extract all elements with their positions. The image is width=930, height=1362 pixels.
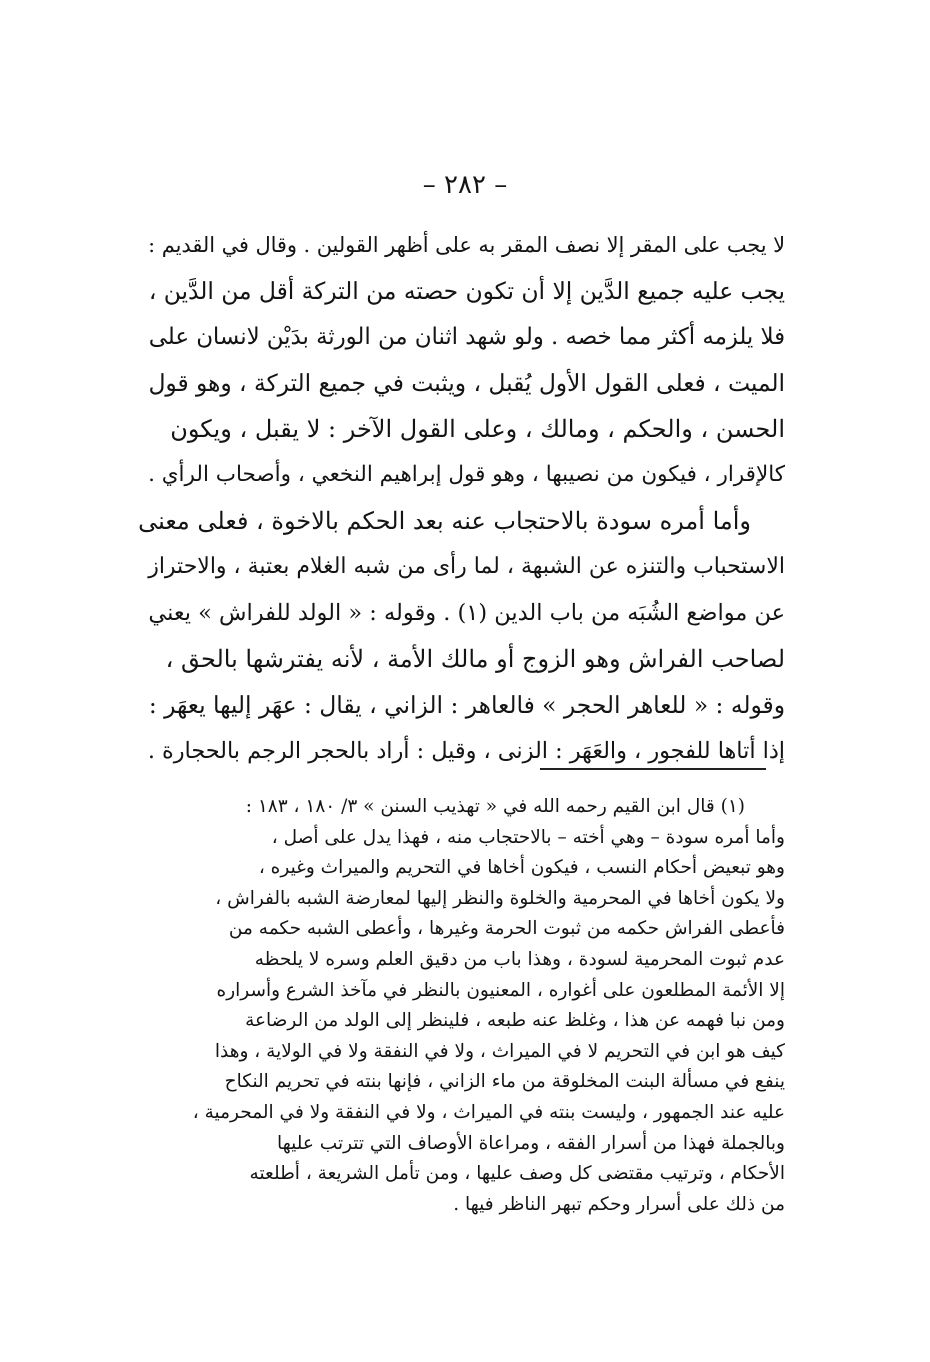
main-text-line: كالإقرار ، فيكون من نصيبها ، وهو قول إبراهيم النخعي ، وأصحاب الرأي . [148,462,785,487]
main-text-line: يجب عليه جميع الدَّين إلا أن تكون حصته من التركة أقل من الدَّين ، [148,277,785,305]
footnote-line: فأعطى الفراش حكمه من ثبوت الحرمة وغيرها ، وأعطى الشبه حكمه من [228,918,785,940]
main-text-line: الاستحباب والتنزه عن الشبهة ، لما رأى من شبه الغلام بعتبة ، والاحتراز [148,554,785,579]
footnote-line: من ذلك على أسرار وحكم تبهر الناظر فيها . [453,1193,785,1215]
footnote-body [135,792,785,1220]
footnote-line: وأما أمره سودة – وهي أخته – بالاحتجاب منه ، فهذا يدل على أصل ، [271,826,785,848]
main-text-line: إذا أتاها للفجور ، والعَهَر : الزنى ، وقيل : أراد بالحجر الرجم بالحجارة . [147,738,785,764]
footnote-line: ولا يكون أخاها في المحرمية والخلوة والنظر إليها لمعارضة الشبه بالفراش ، [215,887,785,909]
footnote-line: وهو تبعيض أحكام النسب ، فيكون أخاها في التحريم والميراث وغيره ، [258,857,785,879]
footnote-line: ينفع في مسألة البنت المخلوقة من ماء الزاني ، فإنها بنته في تحريم النكاح [224,1071,785,1093]
main-text-body [135,222,785,774]
main-text-line: وقوله : « للعاهر الحجر » فالعاهر : الزاني ، يقال : عهَر إليها يعهَر : [148,691,785,719]
main-text-line: عن مواضع الشُبَه من باب الدين (١) . وقوله : « الولد للفراش » يعني [148,600,785,626]
footnote-line: ومن نبا فهمه عن هذا ، وغلظ عنه طبعه ، فلينظر إلى الولد من الرضاعة [245,1010,785,1032]
page-number: – ٢٨٢ – [422,170,508,200]
main-text-line: لصاحب الفراش وهو الزوج أو مالك الأمة ، لأنه يفترشها بالحق ، [165,645,785,673]
main-text-line: الحسن ، والحكم ، ومالك ، وعلى القول الآخر : لا يقبل ، ويكون [170,415,785,443]
footnote-line: الأحكام ، وترتيب مقتضى كل وصف عليها ، ومن تأمل الشريعة ، أطلعته [249,1163,785,1185]
footnote-separator [540,768,766,770]
footnote-line: كيف هو ابن في التحريم لا في الميراث ، ولا في النفقة ولا في الولاية ، وهذا [214,1040,785,1062]
footnote-line: وبالجملة فهذا من أسرار الفقه ، ومراعاة الأوصاف التي تترتب عليها [276,1132,785,1154]
main-text-line: فلا يلزمه أكثر مما خصه . ولو شهد اثنان من الورثة بدَيْن لانسان على [148,324,785,350]
footnote-line: إلا الأئمة المطلعون على أغواره ، المعنيون بالنظر في مآخذ الشرع وأسراره [216,979,785,1001]
footnote-line: عليه عند الجمهور ، وليست بنته في الميراث ، ولا في النفقة ولا في المحرمية ، [192,1101,785,1123]
main-text-line: الميت ، فعلى القول الأول يُقبل ، ويثبت في جميع التركة ، وهو قول [148,369,785,397]
footnote-line: (١) قال ابن القيم رحمه الله في « تهذيب السنن » ٣/ ١٨٠ ، ١٨٣ : [245,796,745,817]
main-text-line: وأما أمره سودة بالاحتجاب عنه بعد الحكم بالاخوة ، فعلى معنى [138,507,751,535]
main-text-line: لا يجب على المقر إلا نصف المقر به على أظهر القولين . وقال في القديم : [148,233,785,257]
footnote-line: عدم ثبوت المحرمية لسودة ، وهذا باب من دقيق العلم وسره لا يلحظه [254,948,785,970]
